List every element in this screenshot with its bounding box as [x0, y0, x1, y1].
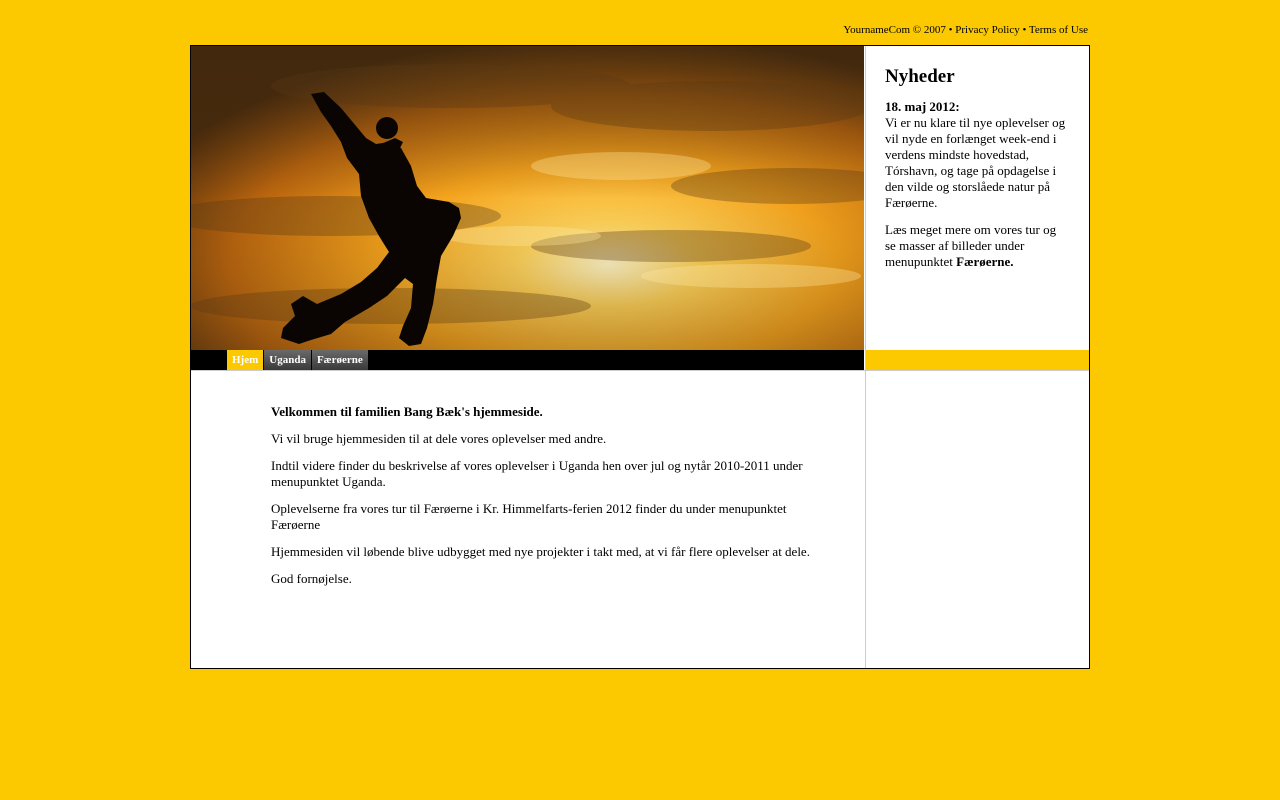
news-text: Vi er nu klare til nye oplevelser og vil nyde en forlænget week-end i verdens mindste hovedstad, Tórshavn, og tage på opdagelse i den vilde og storslåede natur på Færøerne. — [885, 115, 1066, 210]
news-item — [885, 99, 1070, 211]
content-paragraph: Hjemmesiden vil løbende blive udbygget med nye projekter i takt med, at vi får flere oplevelser at dele. — [271, 544, 810, 559]
main-content — [271, 404, 811, 598]
separator: • — [1019, 24, 1029, 36]
nav-side-strip — [865, 350, 1089, 370]
nav-tabs — [227, 350, 369, 370]
terms-of-use-link[interactable]: Terms of Use — [1028, 24, 1088, 36]
right-column — [865, 370, 1089, 668]
news-more — [885, 222, 1070, 270]
jumping-silhouette-sunset-image — [191, 46, 864, 350]
divider — [191, 370, 865, 371]
content-paragraph: Indtil videre finder du beskrivelse af vores oplevelser i Uganda hen over jul og nytår 2010-2011 under menupunktet Uganda. — [271, 458, 803, 489]
hero-image — [191, 46, 864, 350]
nav-tab-1[interactable]: Uganda — [264, 350, 312, 370]
separator: • — [945, 24, 956, 36]
main-nav — [191, 350, 864, 370]
welcome-heading: Velkommen til familien Bang Bæk's hjemmeside. — [271, 404, 543, 419]
nav-tab-2[interactable]: Færøerne — [312, 350, 369, 370]
news-more-link[interactable]: Færøerne. — [956, 254, 1014, 269]
news-more-text: Læs meget mere om vores tur og se masser af billeder under menupunktet — [885, 222, 1057, 269]
footer-links-bar — [190, 23, 1088, 37]
news-date: 18. maj 2012: — [885, 99, 960, 114]
page-frame — [190, 45, 1090, 669]
copyright-text: YournameCom © 2007 — [843, 24, 946, 36]
news-sidebar — [865, 46, 1089, 350]
content-paragraph: Vi vil bruge hjemmesiden til at dele vores oplevelser med andre. — [271, 431, 607, 446]
content-paragraph: Oplevelserne fra vores tur til Færøerne i Kr. Himmelfarts-ferien 2012 finder du under menupunktet Færøerne — [271, 501, 787, 532]
nav-tab-0[interactable]: Hjem — [227, 350, 264, 370]
privacy-policy-link[interactable]: Privacy Policy — [955, 24, 1020, 36]
content-paragraph: God fornøjelse. — [271, 571, 352, 586]
news-title: Nyheder — [885, 66, 955, 87]
